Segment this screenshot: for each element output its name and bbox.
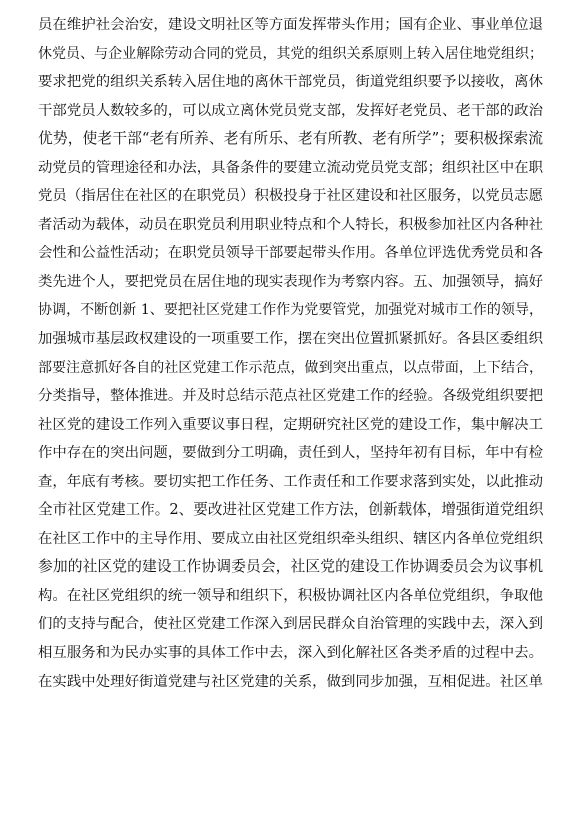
text-line: 干部党员人数较多的，可以成立离休党员党支部，发挥好老党员、老干部的政治 bbox=[38, 102, 543, 119]
text-line: 休党员、与企业解除劳动合同的党员，其党的组织关系原则上转入居住地党组织； bbox=[38, 45, 543, 62]
text-line: 员在维护社会治安，建设文明社区等方面发挥带头作用；国有企业、事业单位退 bbox=[38, 17, 543, 33]
text-line: 在实践中处理好街道党建与社区党建的关系，做到同步加强，互相促进。社区单 bbox=[38, 673, 543, 690]
text-line: 社区党的建设工作列入重要议事日程，定期研究社区党的建设工作，集中解决工 bbox=[38, 416, 543, 433]
text-line: 全市社区党建工作。2、要改进社区党建工作方法，创新载体，增强街道党组织 bbox=[38, 501, 543, 519]
text-line: 们的支持与配合，使社区党建工作深入到居民群众自治管理的实践中去，深入到 bbox=[38, 616, 543, 633]
text-line: 构。在社区党组织的统一领导和组织下，积极协调社区内各单位党组织，争取他 bbox=[38, 587, 543, 604]
text-line: 加强城市基层政权建设的一项重要工作，摆在突出位置抓紧抓好。各县区委组织 bbox=[38, 331, 543, 348]
text-line: 相互服务和为民办实事的具体工作中去，深入到化解社区各类矛盾的过程中去。 bbox=[38, 645, 543, 662]
text-line: 分类指导，整体推进。并及时总结示范点社区党建工作的经验。各级党组织要把 bbox=[38, 388, 543, 405]
text-line: 者活动为载体，动员在职党员利用职业特点和个人特长，积极参加社区内各种社 bbox=[38, 216, 543, 233]
text-line: 部要注意抓好各自的社区党建工作示范点，做到突出重点，以点带面，上下结合， bbox=[38, 359, 543, 376]
text-line: 在社区工作中的主导作用、要成立由社区党组织牵头组织、辖区内各单位党组织 bbox=[38, 530, 543, 547]
text-line: 动党员的管理途径和办法，具备条件的要建立流动党员党支部；组织社区中在职 bbox=[38, 159, 543, 176]
text-line: 类先进个人，要把党员在居住地的现实表现作为考察内容。五、加强领导，搞好 bbox=[38, 273, 543, 290]
document-body bbox=[38, 11, 543, 696]
text-line: 作中存在的突出问题，要做到分工明确，责任到人，坚持年初有目标，年中有检 bbox=[38, 445, 543, 462]
text-line: 查，年底有考核。要切实把工作任务、工作责任和工作要求落到实处，以此推动 bbox=[38, 473, 543, 490]
text-line: 参加的社区党的建设工作协调委员会，社区党的建设工作协调委员会为议事机 bbox=[38, 558, 543, 576]
text-line: 要求把党的组织关系转入居住地的离休干部党员，街道党组织要予以接收，离休 bbox=[38, 74, 543, 91]
text-line: 会性和公益性活动；在职党员领导干部要起带头作用。各单位评选优秀党员和各 bbox=[38, 245, 543, 262]
text-line: 优势，使老干部“老有所养、老有所乐、老有所教、老有所学”；要积极探索流 bbox=[38, 130, 543, 148]
text-line: 党员（指居住在社区的在职党员）积极投身于社区建设和社区服务，以党员志愿 bbox=[38, 188, 543, 205]
text-line: 协调，不断创新 1、要把社区党建工作作为党要管党，加强党对城市工作的领导， bbox=[38, 302, 543, 319]
